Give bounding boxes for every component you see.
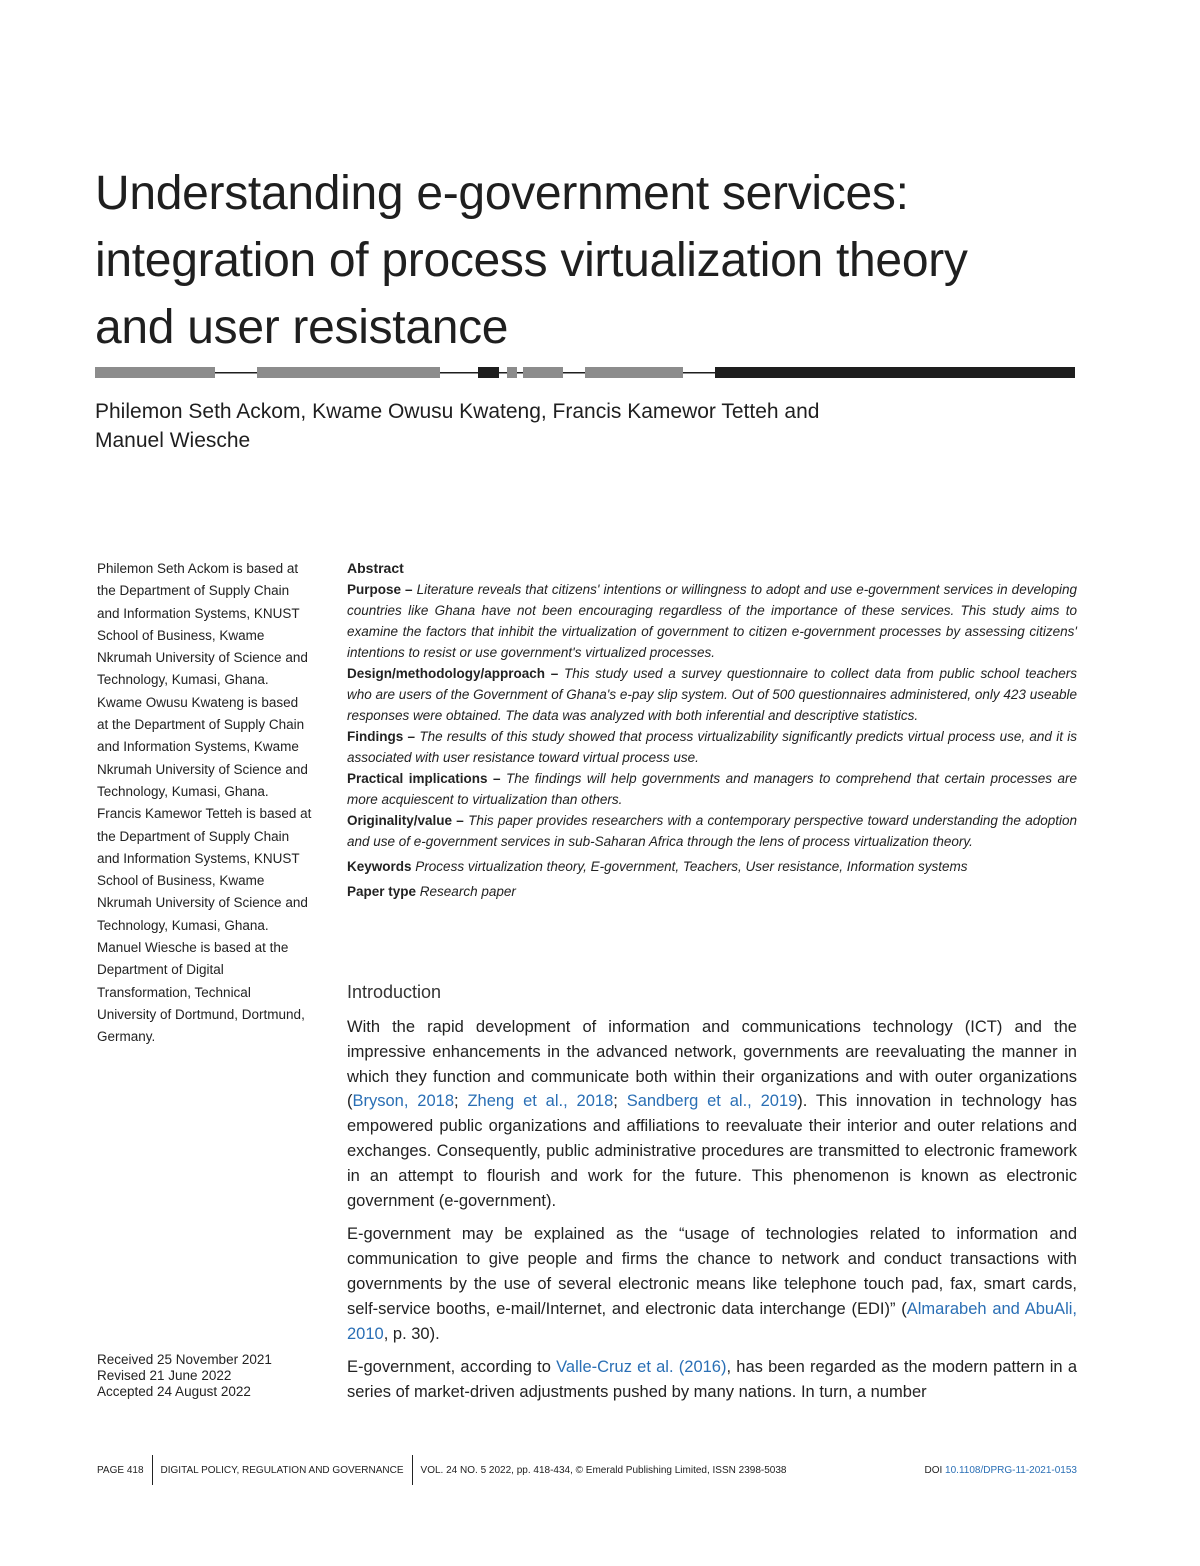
paragraph-text: ; (613, 1092, 627, 1111)
paper-type-label: Paper type (347, 884, 417, 899)
purpose-text: Literature reveals that citizens' intentions or willingness to adopt and use e-government services in developing countries like Ghana have not been encouraging regardless of the importance of these services. This study aims to examine the factors that inhibit the virtualization of government to citizen e-government processes by assessing citizens' intentions to resist or use government's virtualized processes. (347, 582, 1077, 660)
journal-name: DIGITAL POLICY, REGULATION AND GOVERNANCE (160, 1464, 404, 1476)
citation-link[interactable]: Zheng et al., 2018 (467, 1092, 614, 1111)
volume-info: VOL. 24 NO. 5 2022, pp. 418-434, © Emerald Publishing Limited, ISSN 2398-5038 (420, 1464, 787, 1476)
page-footer (97, 1455, 1077, 1485)
introduction-body (347, 1015, 1077, 1414)
title-line: integration of process virtualization theory (95, 234, 968, 287)
abstract-originality (347, 810, 1077, 852)
body-paragraph (347, 1015, 1077, 1213)
findings-label: Findings – (347, 729, 416, 744)
paragraph-text: With the rapid development of information and communications technology (ICT) and the impressive enhancements in the advanced network, governments are reevaluating the manner in which they function and communicate both within their organizations and with outer organizations ( (347, 1018, 1077, 1111)
history-dates (97, 1352, 312, 1400)
abstract-practical (347, 768, 1077, 810)
abstract-keywords (347, 856, 1077, 877)
abstract-paper-type (347, 881, 1077, 902)
findings-text: The results of this study showed that process virtualizability significantly predicts virtual process use, and it is associated with user resistance toward virtual process use. (347, 729, 1077, 765)
revised-date: Revised 21 June 2022 (97, 1368, 232, 1383)
originality-text: This paper provides researchers with a contemporary perspective toward understanding the adoption and use of e-government services in sub-Saharan Africa through the lens of process virtualization theory. (347, 813, 1077, 849)
doi-link[interactable]: 10.1108/DPRG-11-2021-0153 (945, 1464, 1077, 1476)
paragraph-text: ). This innovation in technology has empowered public organizations and affiliations to reevaluate their interior and outer relations and exchanges. Consequently, public administrative procedures are transmitted to electronic framework in an attempt to flourish and work for the future. This phenomenon is known as electronic government (e-government). (347, 1092, 1077, 1210)
decorative-rule (95, 367, 1075, 378)
citation-link[interactable]: Sandberg et al., 2019 (626, 1092, 798, 1111)
footer-divider (152, 1455, 153, 1485)
abstract-findings (347, 726, 1077, 768)
paragraph-text: E-government may be explained as the “usage of technologies related to information and communication to give people and firms the chance to network and conduct transactions with governments by the use of several electronic means like telephone touch pad, fax, smart cards, self-service booths, e-mail/Internet, and electronic data interchange (EDI)” ( (347, 1225, 1077, 1318)
paragraph-text: ; (454, 1092, 468, 1111)
title-line: Understanding e-government services: (95, 167, 909, 220)
abstract-section (347, 558, 1077, 902)
body-paragraph (347, 1355, 1077, 1405)
doi-block (924, 1465, 1077, 1476)
abstract-design (347, 663, 1077, 726)
section-heading-introduction: Introduction (347, 982, 442, 1002)
purpose-label: Purpose – (347, 582, 413, 597)
affiliation: Philemon Seth Ackom is based at the Department of Supply Chain and Information Systems, KNUST School of Business, Kwame Nkrumah University of Science and Technology, Kumasi, Ghana. (97, 561, 308, 688)
doi-label: DOI (924, 1464, 943, 1476)
paper-type-text: Research paper (419, 884, 516, 899)
design-text: This study used a survey questionnaire to collect data from public school teachers who are users of the Government of Ghana's e-pay slip system. Out of 500 questionnaires administered, only 423 useable responses were obtained. The data was analyzed with both inferential and descriptive statistics. (347, 666, 1077, 723)
practical-text: The findings will help governments and managers to comprehend that certain processes are more acquiescent to virtualization than others. (347, 771, 1077, 807)
affiliation: Kwame Owusu Kwateng is based at the Department of Supply Chain and Information Systems, Kwame Nkrumah University of Science and Technology, Kumasi, Ghana. (97, 694, 308, 799)
body-paragraph (347, 1222, 1077, 1346)
abstract-heading: Abstract (347, 560, 404, 576)
accepted-date: Accepted 24 August 2022 (97, 1384, 251, 1399)
affiliation: Manuel Wiesche is based at the Department of Digital Transformation, Technical University of Dortmund, Dortmund, Germany. (97, 940, 305, 1045)
paragraph-text: , p. 30). (383, 1324, 440, 1343)
citation-link[interactable]: Bryson, 2018 (352, 1092, 454, 1111)
article-title (95, 160, 1095, 361)
author-line: Manuel Wiesche (95, 429, 251, 452)
keywords-label: Keywords (347, 859, 412, 874)
citation-link[interactable]: Almarabeh and AbuAli, 2010 (347, 1299, 1077, 1343)
originality-label: Originality/value – (347, 813, 464, 828)
affiliation: Francis Kamewor Tetteh is based at the Department of Supply Chain and Information Systems, KNUST School of Business, Kwame Nkrumah University of Science and Technology, Kumasi, Ghana. (97, 806, 312, 933)
page-number: PAGE 418 (97, 1464, 144, 1476)
design-label: Design/methodology/approach – (347, 666, 559, 681)
affiliations-sidebar (97, 558, 312, 1049)
author-line: Philemon Seth Ackom, Kwame Owusu Kwateng, Francis Kamewor Tetteh and (95, 400, 820, 423)
citation-link[interactable]: Valle-Cruz et al. (2016) (556, 1358, 727, 1377)
received-date: Received 25 November 2021 (97, 1352, 272, 1367)
title-line: and user resistance (95, 301, 509, 354)
practical-label: Practical implications – (347, 771, 501, 786)
paragraph-text: E-government, according to (347, 1358, 557, 1377)
author-list (95, 397, 1075, 455)
footer-divider (412, 1455, 413, 1485)
abstract-purpose (347, 579, 1077, 663)
paragraph-text: , has been regarded as the modern pattern in a series of market-driven adjustments pushed by many nations. In turn, a number (347, 1358, 1077, 1402)
keywords-text: Process virtualization theory, E-government, Teachers, User resistance, Information systems (415, 859, 968, 874)
